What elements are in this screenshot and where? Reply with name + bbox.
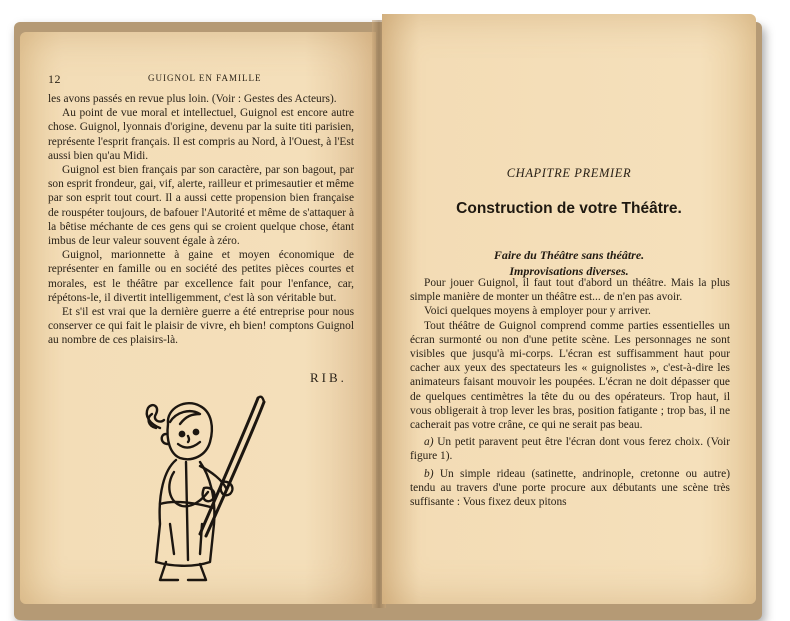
- author-signature: RIB.: [310, 370, 347, 385]
- paragraph: Au point de vue moral et intellectuel, Guignol est encore autre chose. Guignol, lyonnais d'origine, devenu par la suite titi parisien, représente l'esprit français. Il est compris au Nord, à l'Ouest, à l'Est aussi bien qu'au Midi.: [48, 107, 354, 162]
- list-item-text: Un petit paravent peut être l'écran dont vous ferez choix. (Voir figure 1).: [410, 436, 730, 463]
- paragraph: les avons passés en revue plus loin. (Voir : Gestes des Acteurs).: [48, 93, 337, 105]
- paragraph: Et s'il est vrai que la dernière guerre a été entreprise pour nous conserver ce qui fait le plaisir de vivre, eh bien! comptons Guignol au nombre de ces plaisirs-là.: [48, 306, 354, 347]
- list-item: [410, 435, 730, 463]
- list-item: [410, 467, 730, 510]
- left-body-text: [48, 92, 354, 348]
- guignol-puppet-illustration: [130, 384, 270, 584]
- running-title: GUIGNOL EN FAMILLE: [148, 73, 262, 83]
- paragraph: Voici quelques moyens à employer pour y arriver.: [424, 305, 651, 318]
- right-page-text-area: [382, 14, 756, 604]
- section-title: [382, 247, 756, 279]
- paragraph: Guignol est bien français par son caractère, par son bagout, par son esprit frondeur, gai, vif, alerte, railleur et primesautier et même par son esprit tout court. Il a aussi cette propension bien française de rouspéter toujours, de bafouer l'Autorité et même de s'attaquer à la bêtise méchante de ces gens qui se croient quelque chose, étant imbus de leur valeur souvent égale à zéro.: [48, 164, 354, 248]
- section-title-line: Faire du Théâtre sans théâtre.: [493, 248, 645, 262]
- section-title-line: Improvisations diverses.: [509, 264, 629, 278]
- list-marker: a): [424, 436, 434, 449]
- right-body-text: [410, 276, 730, 509]
- chapter-title: Construction de votre Théâtre.: [456, 200, 682, 217]
- paragraph: Pour jouer Guignol, il faut tout d'abord un théâtre. Mais la plus simple manière de monter un théâtre est... de n'en pas avoir.: [410, 277, 730, 304]
- left-page-text-area: [20, 32, 376, 604]
- page-number: 12: [48, 72, 61, 86]
- list-item-text: Un simple rideau (satinette, andrinople, cretonne ou autre) tendu au travers d'une porte procure aux débutants une scène très suffisante : Vous fixez deux pitons: [410, 467, 730, 509]
- list-marker: b): [424, 467, 434, 480]
- paragraph: Tout théâtre de Guignol comprend comme parties essentielles un écran surmonté ou non d'une petite scène. Les personnages ne sont visibles que jusqu'à mi-corps. L'écran est suffisamment haut pour cacher aux yeux des spectateurs les « guignolistes », c'est-à-dire les animateurs faisant mouvoir les poupées. L'écran ne doit dépasser que de quelques centimètres la tête du ou des opérateurs. Trop haut, il vous obligerait à trop lever les bras, position fatigante ; trop bas, il ne cacherait pas votre crâne, ce qui ne serait pas beau.: [410, 319, 730, 432]
- chapter-label: CHAPITRE PREMIER: [506, 166, 632, 180]
- paragraph: Guignol, marionnette à gaine et moyen économique de représenter en famille ou en société des petites pièces courtes et morales, est le théâtre par excellence fait pour l'enfance, car, répétons-le, il divertit intelligemment, c'est là son véritable but.: [48, 249, 354, 304]
